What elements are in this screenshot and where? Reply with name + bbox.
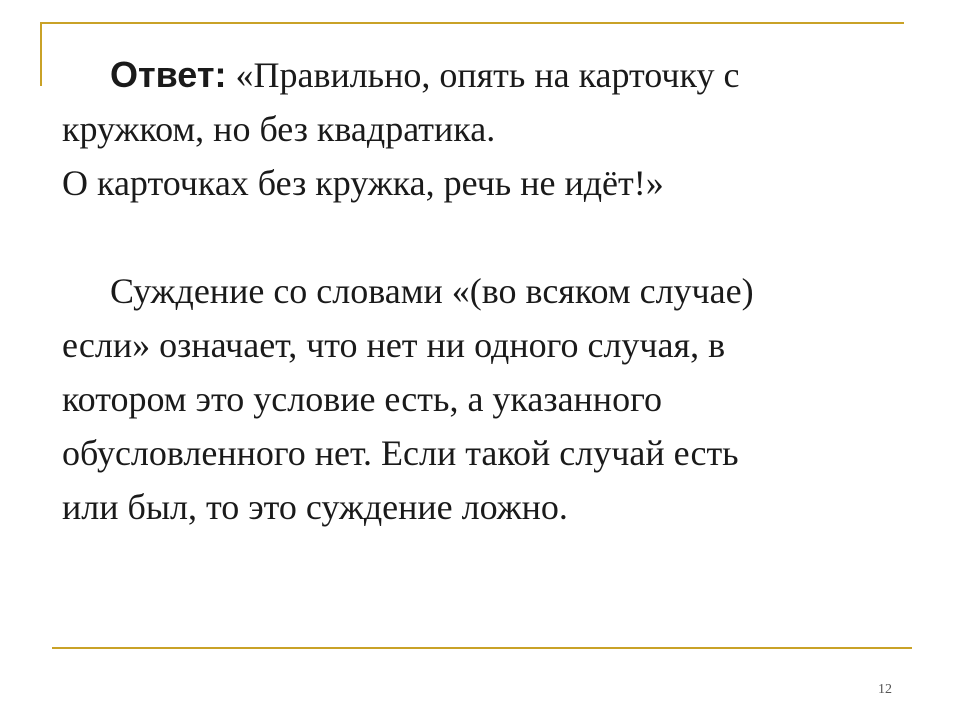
answer-text-1: «Правильно, опять на карточку с <box>226 55 740 95</box>
judgment-text-1: Суждение со словами «(во всяком случае) <box>110 271 754 311</box>
judgment-line-1 <box>62 264 922 318</box>
answer-line-3: О карточках без кружка, речь не идёт!» <box>62 163 664 203</box>
paragraph-spacer <box>62 210 922 264</box>
judgment-line-2: если» означает, что нет ни одного случая, в <box>62 325 726 365</box>
bottom-accent-rule <box>52 647 912 649</box>
judgment-paragraph <box>62 264 922 534</box>
answer-label: Ответ: <box>110 54 227 95</box>
left-accent-rule <box>40 22 42 86</box>
judgment-line-3: котором это условие есть, а указанного <box>62 379 662 419</box>
judgment-line-4: обусловленного нет. Если такой случай есть <box>62 433 739 473</box>
answer-paragraph <box>62 48 922 210</box>
judgment-line-5: или был, то это суждение ложно. <box>62 487 568 527</box>
answer-line-1 <box>62 48 922 102</box>
top-accent-rule <box>40 22 904 24</box>
answer-line-2: кружком, но без квадратика. <box>62 109 496 149</box>
page-number: 12 <box>878 682 892 697</box>
slide-body <box>62 48 922 534</box>
